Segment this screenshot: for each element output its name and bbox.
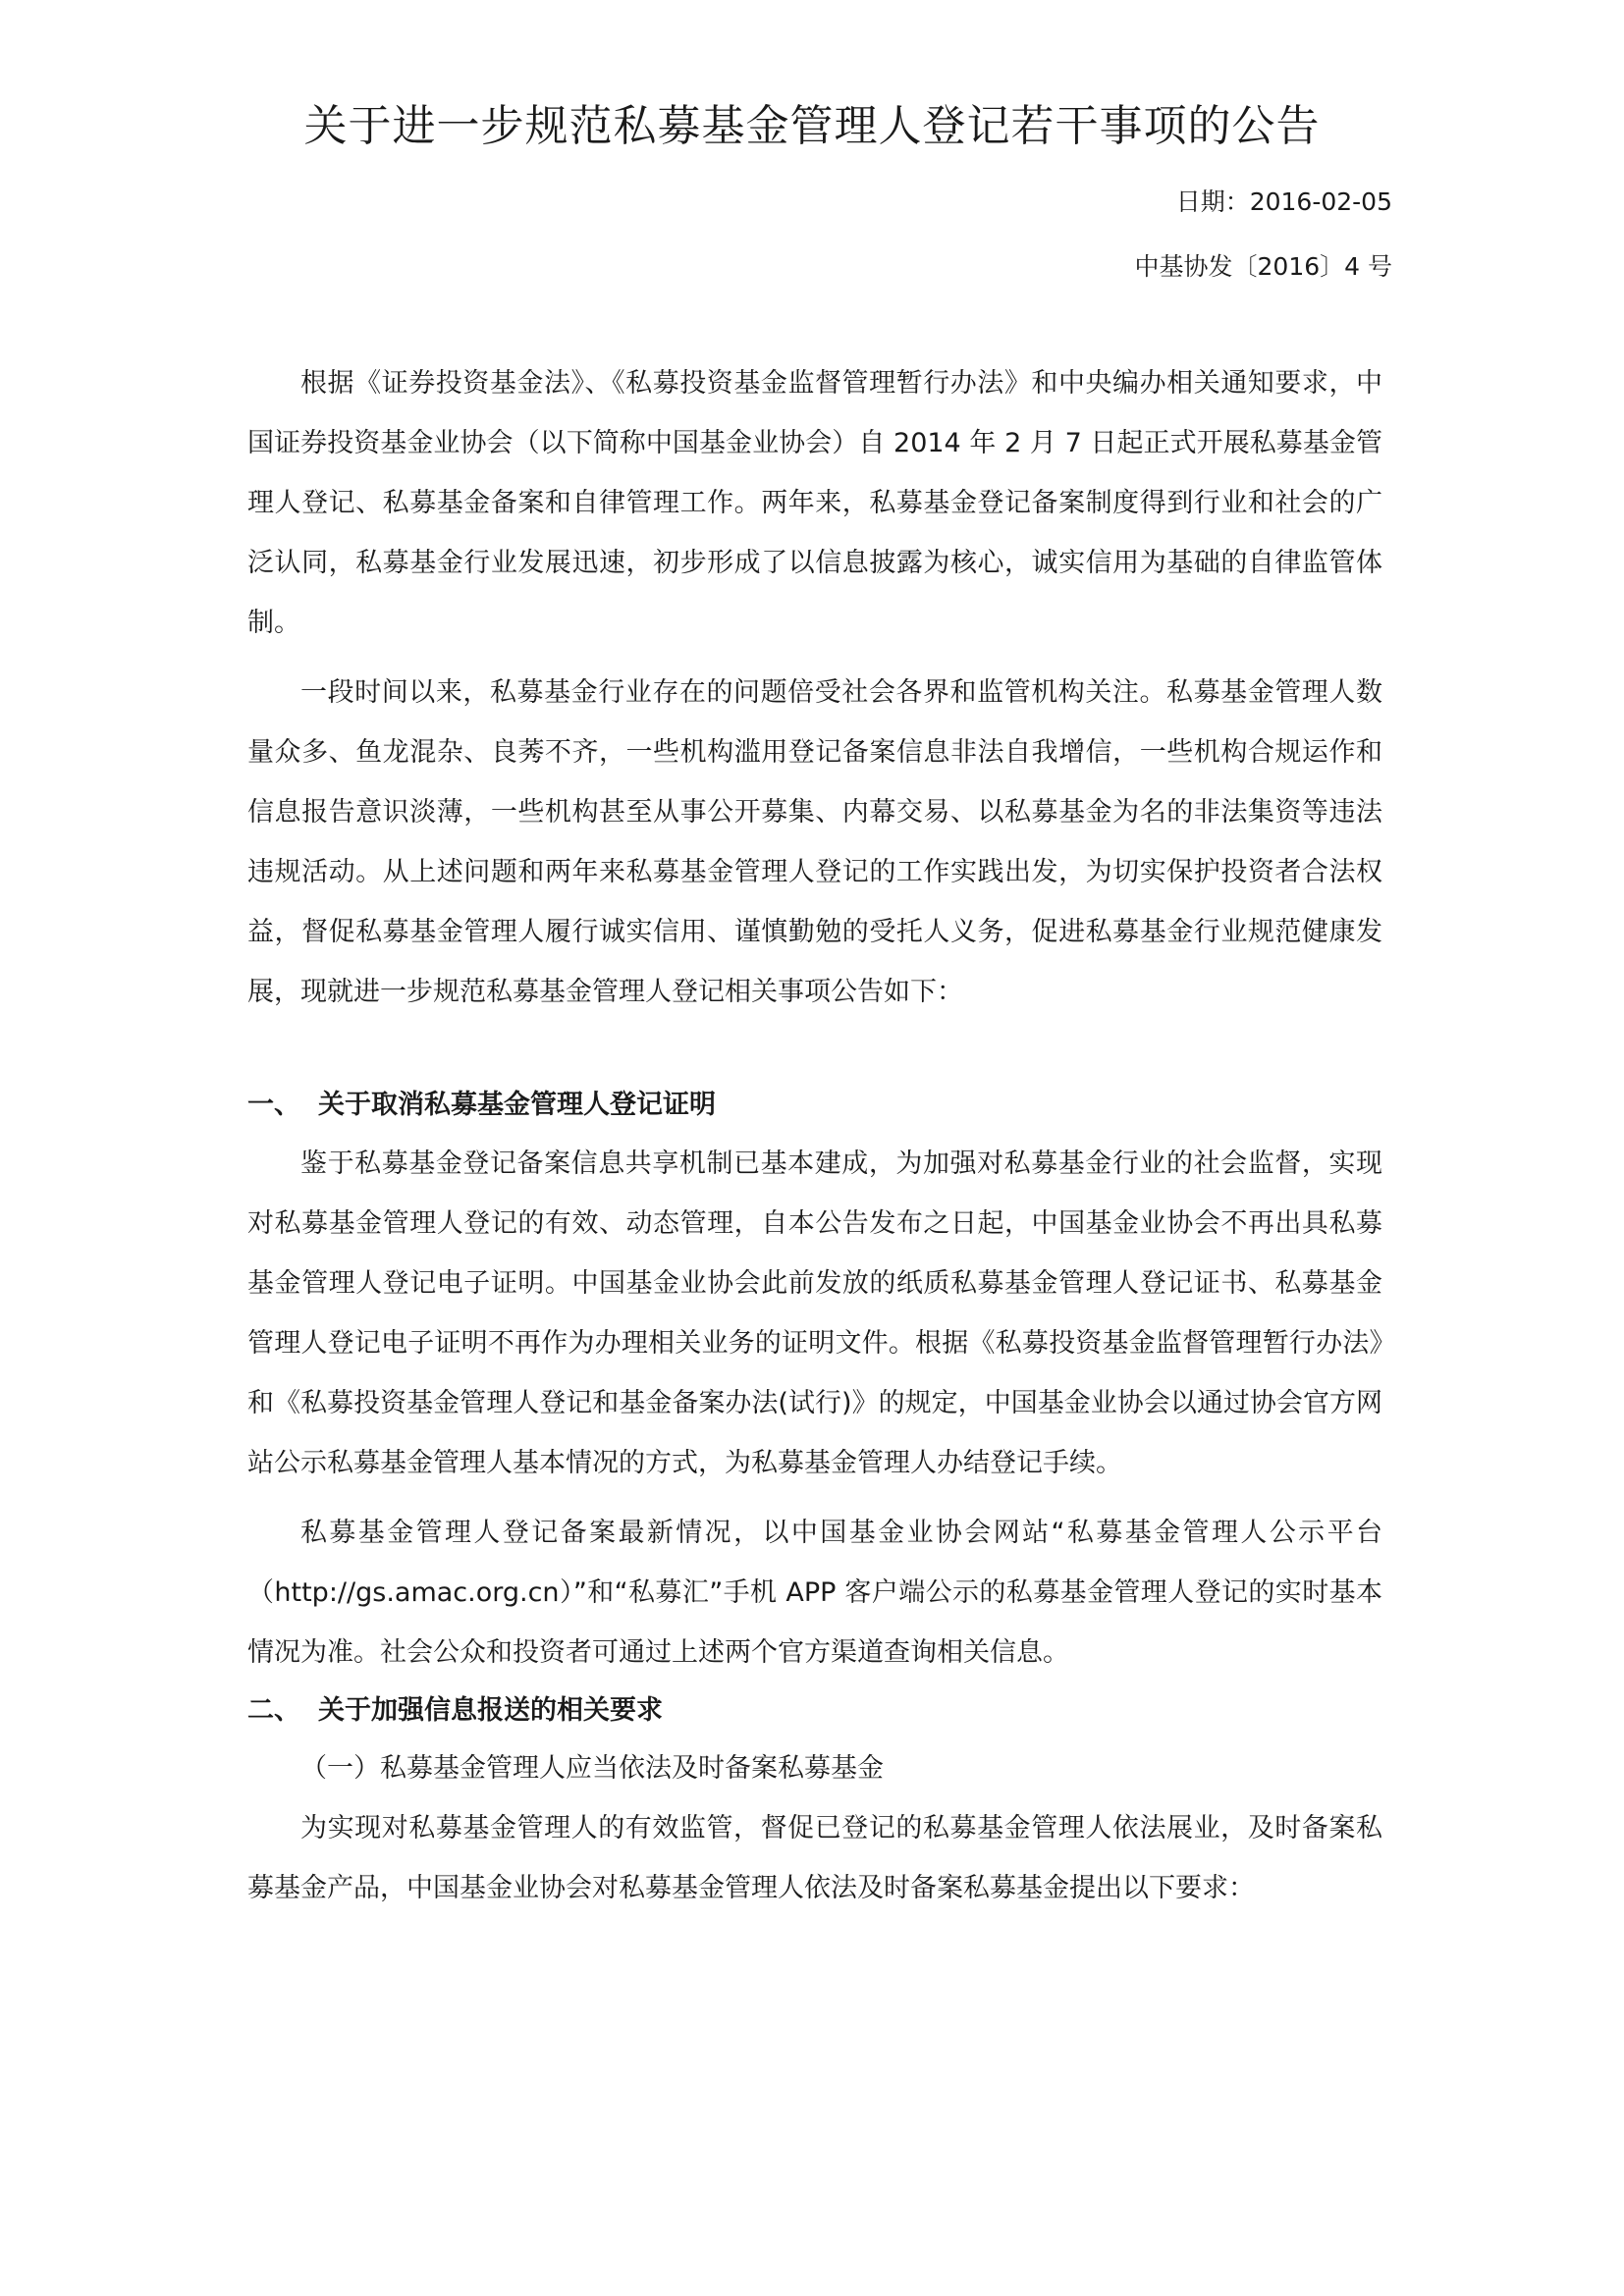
section-1-number: 一、 bbox=[247, 1090, 300, 1120]
section-1-paragraph-1: 鉴于私募基金登记备案信息共享机制已基本建成，为加强对私募基金行业的社会监督，实现对私募基金管理人登记的有效、动态管理，自本公告发布之日起，中国基金业协会不再出具私募基金管理人登记电子证明。中国基金业协会此前发放的纸质私募基金管理人登记证书、私募基金管理人登记电子证明不再作为办理相关业务的证明文件。根据《私募投资基金监督管理暂行办法》和《私募投资基金管理人登记和基金备案办法(试行)》的规定，中国基金业协会以通过协会官方网站公示私募基金管理人基本情况的方式，为私募基金管理人办结登记手续。 bbox=[247, 1148, 1382, 1478]
intro-paragraph-2: 一段时间以来，私募基金行业存在的问题倍受社会各界和监管机构关注。私募基金管理人数量众多、鱼龙混杂、良莠不齐，一些机构滥用登记备案信息非法自我增信，一些机构合规运作和信息报告意识淡薄，一些机构甚至从事公开募集、内幕交易、以私募基金为名的非法集资等违法违规活动。从上述问题和两年来私募基金管理人登记的工作实践出发，为切实保护投资者合法权益，督促私募基金管理人履行诚实信用、谨慎勤勉的受托人义务，促进私募基金行业规范健康发展，现就进一步规范私募基金管理人登记相关事项公告如下： bbox=[247, 677, 1382, 1007]
publish-date: 日期：2016-02-05 bbox=[1175, 187, 1392, 216]
section-2-paragraph-1: 为实现对私募基金管理人的有效监管，督促已登记的私募基金管理人依法展业，及时备案私募基金产品，中国基金业协会对私募基金管理人依法及时备案私募基金提出以下要求： bbox=[247, 1813, 1382, 1903]
document-number: 中基协发〔2016〕4 号 bbox=[1134, 252, 1392, 281]
section-1-title: 关于取消私募基金管理人登记证明 bbox=[318, 1090, 716, 1120]
section-2-heading bbox=[247, 1682, 1382, 1739]
document-title: 关于进一步规范私募基金管理人登记若干事项的公告 bbox=[303, 101, 1321, 151]
intro-paragraph-1: 根据《证券投资基金法》、《私募投资基金监督管理暂行办法》和中央编办相关通知要求，中国证券投资基金业协会（以下简称中国基金业协会）自 2014 年 2 月 7 日起正式开展私募基金管理人登记、私募基金备案和自律管理工作。两年来，私募基金登记备案制度得到行业和社会的广泛认同，私募基金行业发展迅速，初步形成了以信息披露为核心，诚实信用为基础的自律监管体制。 bbox=[247, 368, 1382, 638]
document-body bbox=[247, 353, 1382, 1918]
section-2-number: 二、 bbox=[247, 1695, 300, 1726]
section-2-title: 关于加强信息报送的相关要求 bbox=[318, 1695, 663, 1726]
section-1-paragraph-2: 私募基金管理人登记备案最新情况，以中国基金业协会网站“私募基金管理人公示平台（http://gs.amac.org.cn）”和“私募汇”手机 APP 客户端公示的私募基金管理人登记的实时基本情况为准。社会公众和投资者可通过上述两个官方渠道查询相关信息。 bbox=[247, 1518, 1382, 1668]
section-2-subheading-1: （一）私募基金管理人应当依法及时备案私募基金 bbox=[300, 1753, 884, 1784]
section-1-heading bbox=[247, 1077, 1382, 1134]
